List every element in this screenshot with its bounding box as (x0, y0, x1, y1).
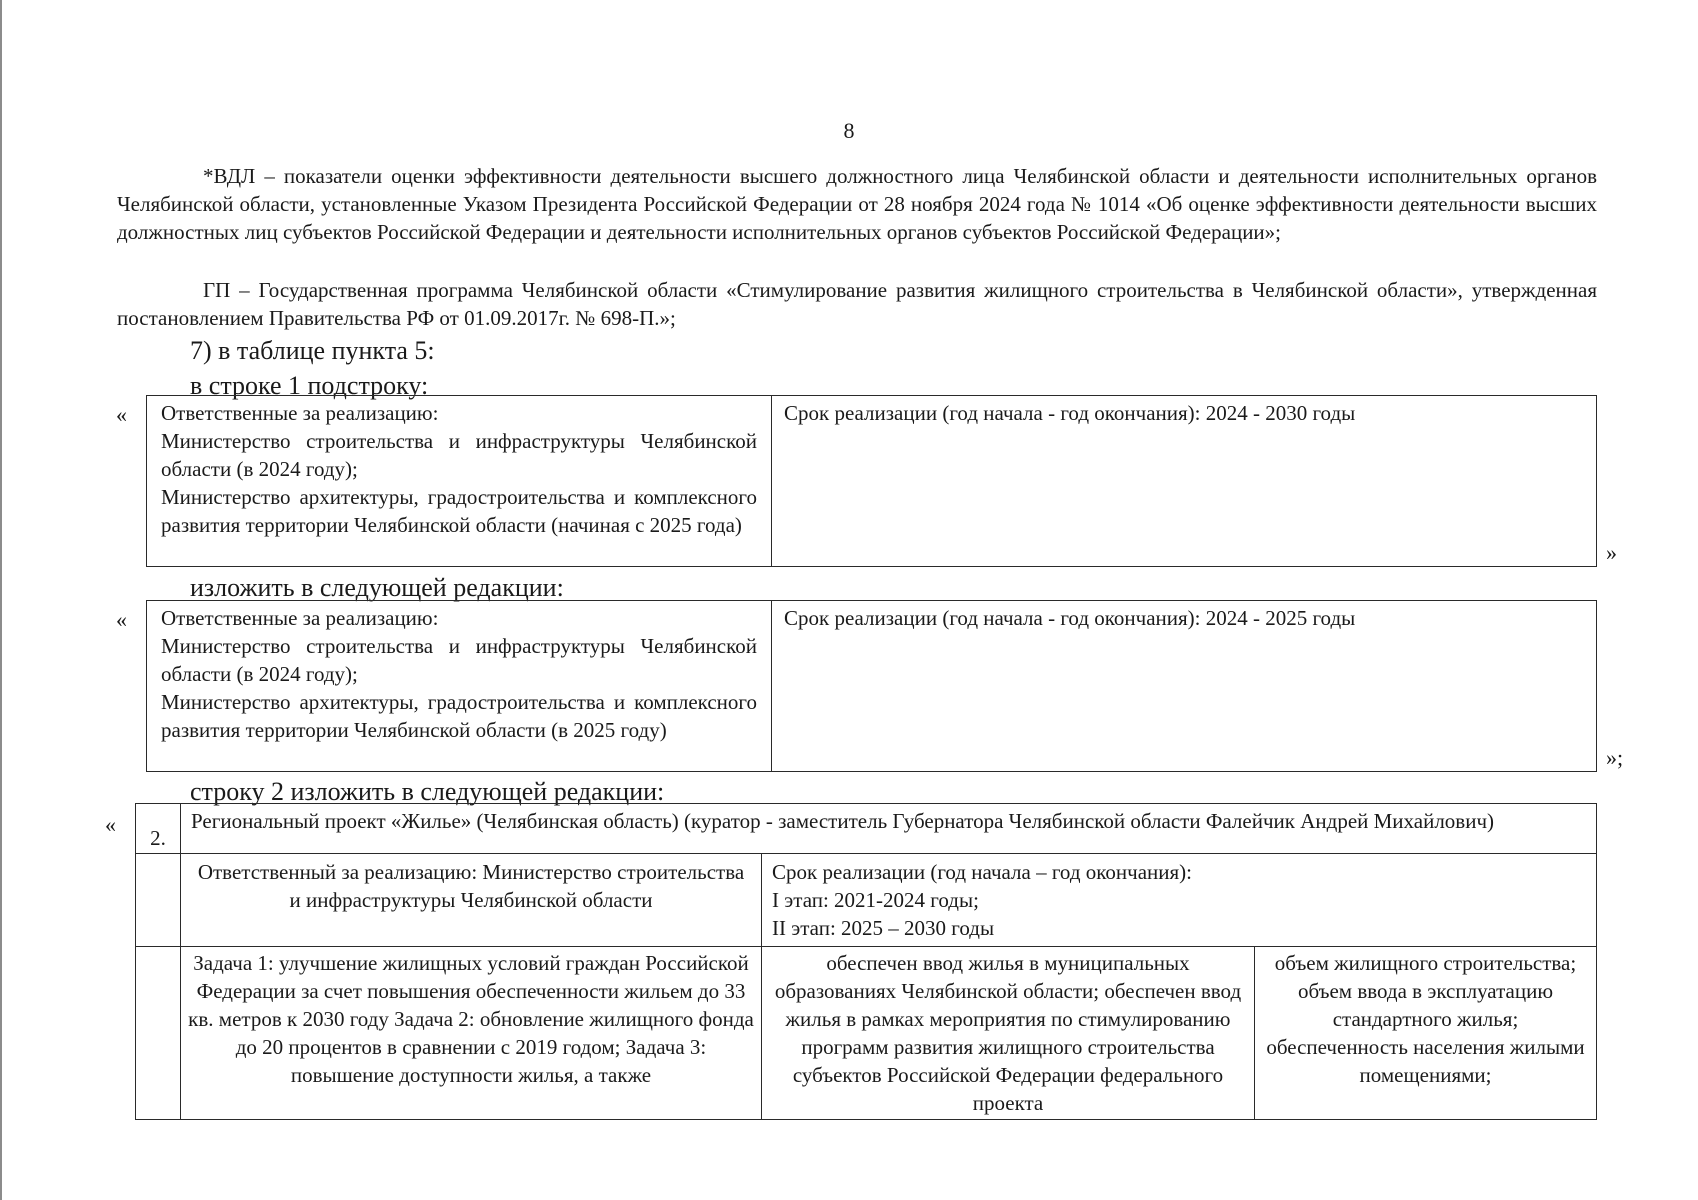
responsible-cell: Ответственный за реализацию: Министерство строительства и инфраструктуры Челябинской области (181, 854, 762, 947)
table-row2 (135, 803, 1597, 1120)
responsible-ministry-1: Министерство строительства и инфраструктуры Челябинской области (в 2024 году); (161, 429, 757, 481)
term-stage-1: I этап: 2021-2024 годы; (772, 888, 979, 912)
instruction-row1-subrow: в строке 1 подстроку: (190, 371, 429, 400)
instruction-row2-replace: строку 2 изложить в следующей редакции: (190, 777, 665, 806)
term-stage-2: II этап: 2025 – 2030 годы (772, 916, 995, 940)
responsible-heading: Ответственные за реализацию: (161, 606, 439, 630)
responsible-heading: Ответственные за реализацию: (161, 401, 439, 425)
quote-open-2: « (116, 607, 127, 632)
quote-close-1: » (1606, 540, 1617, 565)
table-row (147, 396, 1597, 567)
empty-number-cell (136, 947, 181, 1120)
indicators-cell: объем жилищного строительства; объем ввода в эксплуатацию стандартного жилья; обеспеченность населения жилыми помещениями; (1255, 947, 1597, 1120)
instruction-replace: изложить в следующей редакции: (190, 573, 564, 602)
project-title-cell: Региональный проект «Жилье» (Челябинская область) (куратор - заместитель Губернатора Челябинской области Фалейчик Андрей Михайлович) (181, 804, 1597, 854)
quote-open-3: « (105, 812, 116, 837)
table-old-version (146, 395, 1597, 567)
instruction-item-7: 7) в таблице пункта 5: (190, 336, 435, 365)
table-row (147, 601, 1597, 772)
quote-open-1: « (116, 402, 127, 427)
tasks-cell: Задача 1: улучшение жилищных условий граждан Российской Федерации за счет повышения обеспеченности жильем до 33 кв. метров к 2030 году Задача 2: обновление жилищного фонда до 20 процентов в сравнении с 2019 годом; Задача 3: повышение доступности жилья, а также (181, 947, 762, 1120)
responsible-ministry-2: Министерство архитектуры, градостроительства и комплексного развития территории Челябинской области (в 2025 году) (161, 690, 757, 742)
table-row (136, 947, 1597, 1120)
quote-close-2: »; (1606, 745, 1624, 770)
footnote-vdl: *ВДЛ – показатели оценки эффективности деятельности высшего должностного лица Челябинской области и деятельности исполнительных органов Челябинской области, установленные Указом Президента Российской Федерации от 28 ноября 2024 года № 1014 «Об оценке эффективности деятельности высших должностных лиц субъектов Российской Федерации и деятельности исполнительных органов субъектов Российской Федерации»; (117, 164, 1597, 244)
table-row (136, 804, 1597, 854)
empty-number-cell (136, 854, 181, 947)
row-number: 2. (136, 804, 181, 854)
term-cell: Срок реализации (год начала - год окончания): 2024 - 2030 годы (772, 396, 1597, 567)
page-edge (0, 0, 2, 1200)
responsible-ministry-1: Министерство строительства и инфраструктуры Челябинской области (в 2024 году); (161, 634, 757, 686)
effects-cell: обеспечен ввод жилья в муниципальных образованиях Челябинской области; обеспечен ввод жилья в рамках мероприятия по стимулированию программ развития жилищного строительства субъектов Российской Федерации федерального проекта (762, 947, 1255, 1120)
page-number: 8 (843, 118, 855, 143)
responsible-cell (147, 601, 772, 772)
responsible-ministry-2: Министерство архитектуры, градостроительства и комплексного развития территории Челябинской области (начиная с 2025 года) (161, 485, 757, 537)
responsible-cell (147, 396, 772, 567)
term-heading: Срок реализации (год начала – год окончания): (772, 860, 1192, 884)
table-row (136, 854, 1597, 947)
term-cell (762, 854, 1597, 947)
table-new-version (146, 600, 1597, 772)
footnote-gp: ГП – Государственная программа Челябинской области «Стимулирование развития жилищного строительства в Челябинской области», утвержденная постановлением Правительства РФ от 01.09.2017г. № 698-П.»; (117, 278, 1597, 330)
term-cell: Срок реализации (год начала - год окончания): 2024 - 2025 годы (772, 601, 1597, 772)
